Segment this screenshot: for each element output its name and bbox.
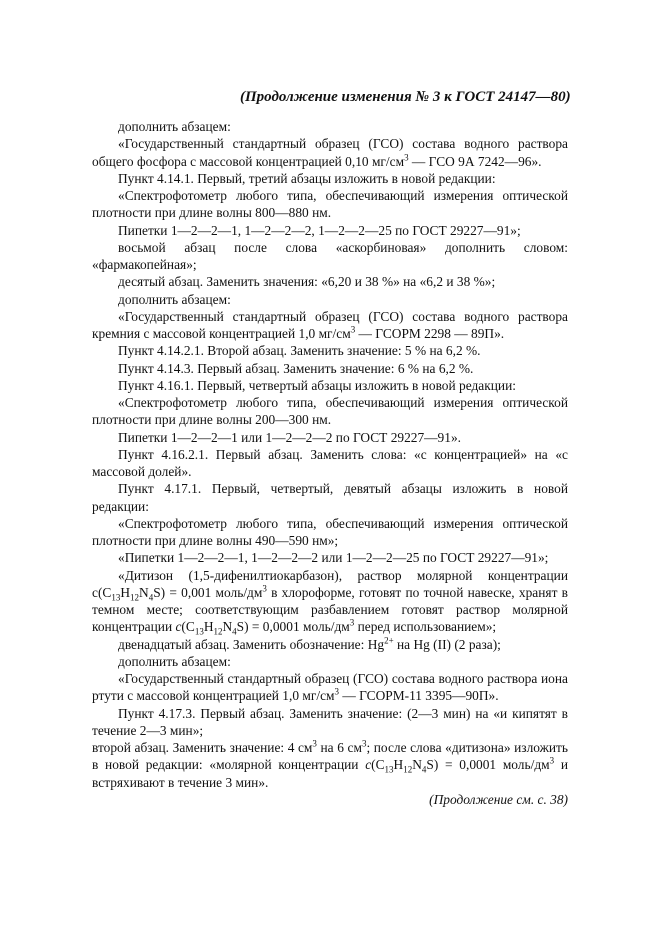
paragraph: «Дитизон (1,5-дифенилтиокарбазон), раствор молярной концентрации $с(C_{13}H_{12}N_4S) = 0,001$ моль/$дм^3$ в хлороформе, готовят по точной навеске, хранят в темном месте; соответствующим разбавлением готовят раствор молярной концентрации $c(C_{13}H_{12}N_4S) = 0,0001$ моль/$дм^3$ перед использованием»; [92, 567, 568, 637]
paragraph: Пипетки 1—2—2—1, 1—2—2—2, 1—2—2—25 по ГОСТ 29227—91»; [118, 222, 521, 238]
paragraph: двенадцатый абзац. Заменить обозначение: $Hg^{2+}$ на Hg (II) (2 раза); [118, 635, 501, 652]
paragraph: «Спектрофотометр любого типа, обеспечивающий измерения оптической плотности при длине волны 800—880 нм. [92, 188, 568, 221]
paragraph: «Государственный стандартный образец (ГСО) состава водного раствора иона ртути с массовой концентрацией 1,0 $мг/см^3$ — ГСОРМ-11 3395—90П». [92, 671, 568, 704]
continuation-note: (Продолжение см. с. 38) [429, 791, 568, 807]
paragraph: восьмой абзац после слова «аскорбиновая» дополнить словом: «фармакопейная»; [92, 239, 568, 272]
document-body [92, 118, 568, 808]
paragraph: «Спектрофотометр любого типа, обеспечивающий измерения оптической плотности при длине волны 200—300 нм. [92, 395, 568, 428]
paragraph: Пункт 4.17.1. Первый, четвертый, девятый абзацы изложить в новой редакции: [92, 481, 568, 514]
paragraph: дополнить абзацем: [118, 291, 231, 307]
paragraph: «Пипетки 1—2—2—1, 1—2—2—2 или 1—2—2—25 по ГОСТ 29227—91»; [118, 550, 549, 566]
paragraph: Пункт 4.14.2.1. Второй абзац. Заменить значение: 5 % на 6,2 %. [118, 343, 481, 359]
running-header: (Продолжение изменения № 3 к ГОСТ 24147—80) [240, 89, 571, 105]
paragraph: «Спектрофотометр любого типа, обеспечивающий измерения оптической плотности при длине волны 490—590 нм»; [92, 515, 568, 548]
paragraph: Пункт 4.16.1. Первый, четвертый абзацы изложить в новой редакции: [118, 377, 516, 393]
paragraph: Пункт 4.17.3. Первый абзац. Заменить значение: (2—3 мин) на «и кипятят в течение 2—3 мин»; [92, 705, 568, 738]
paragraph: «Государственный стандартный образец (ГСО) состава водного раствора кремния с массовой концентрацией 1,0 $мг/см^3$ — ГСОРМ 2298 — 89П». [92, 308, 568, 341]
paragraph: Пункт 4.16.2.1. Первый абзац. Заменить слова: «с концентрацией» на «с массовой долей». [92, 446, 568, 479]
paragraph: Пункт 4.14.3. Первый абзац. Заменить значение: 6 % на 6,2 %. [118, 360, 474, 376]
paragraph: дополнить абзацем: [118, 653, 231, 669]
paragraph: «Государственный стандартный образец (ГСО) состава водного раствора общего фосфора с массовой концентрацией 0,10 $мг/см^3$ — ГСО 9А 7242—96». [92, 136, 568, 169]
paragraph: дополнить абзацем: [118, 119, 231, 134]
paragraph: Пипетки 1—2—2—1 или 1—2—2—2 по ГОСТ 29227—91». [118, 429, 461, 445]
paragraph: второй абзац. Заменить значение: 4 $см^3$ на 6 $см^3$; после слова «дитизона» изложить в новой редакции: «молярной концентрации $c(C_{13}H_{12}N_4S) = 0,0001$ моль/$дм^3$ и встряхивают в течение 3 мин». [92, 738, 568, 790]
paragraph: десятый абзац. Заменить значения: «6,20 и 38 %» на «6,2 и 38 %»; [118, 274, 496, 290]
paragraph: Пункт 4.14.1. Первый, третий абзацы изложить в новой редакции: [118, 170, 496, 186]
